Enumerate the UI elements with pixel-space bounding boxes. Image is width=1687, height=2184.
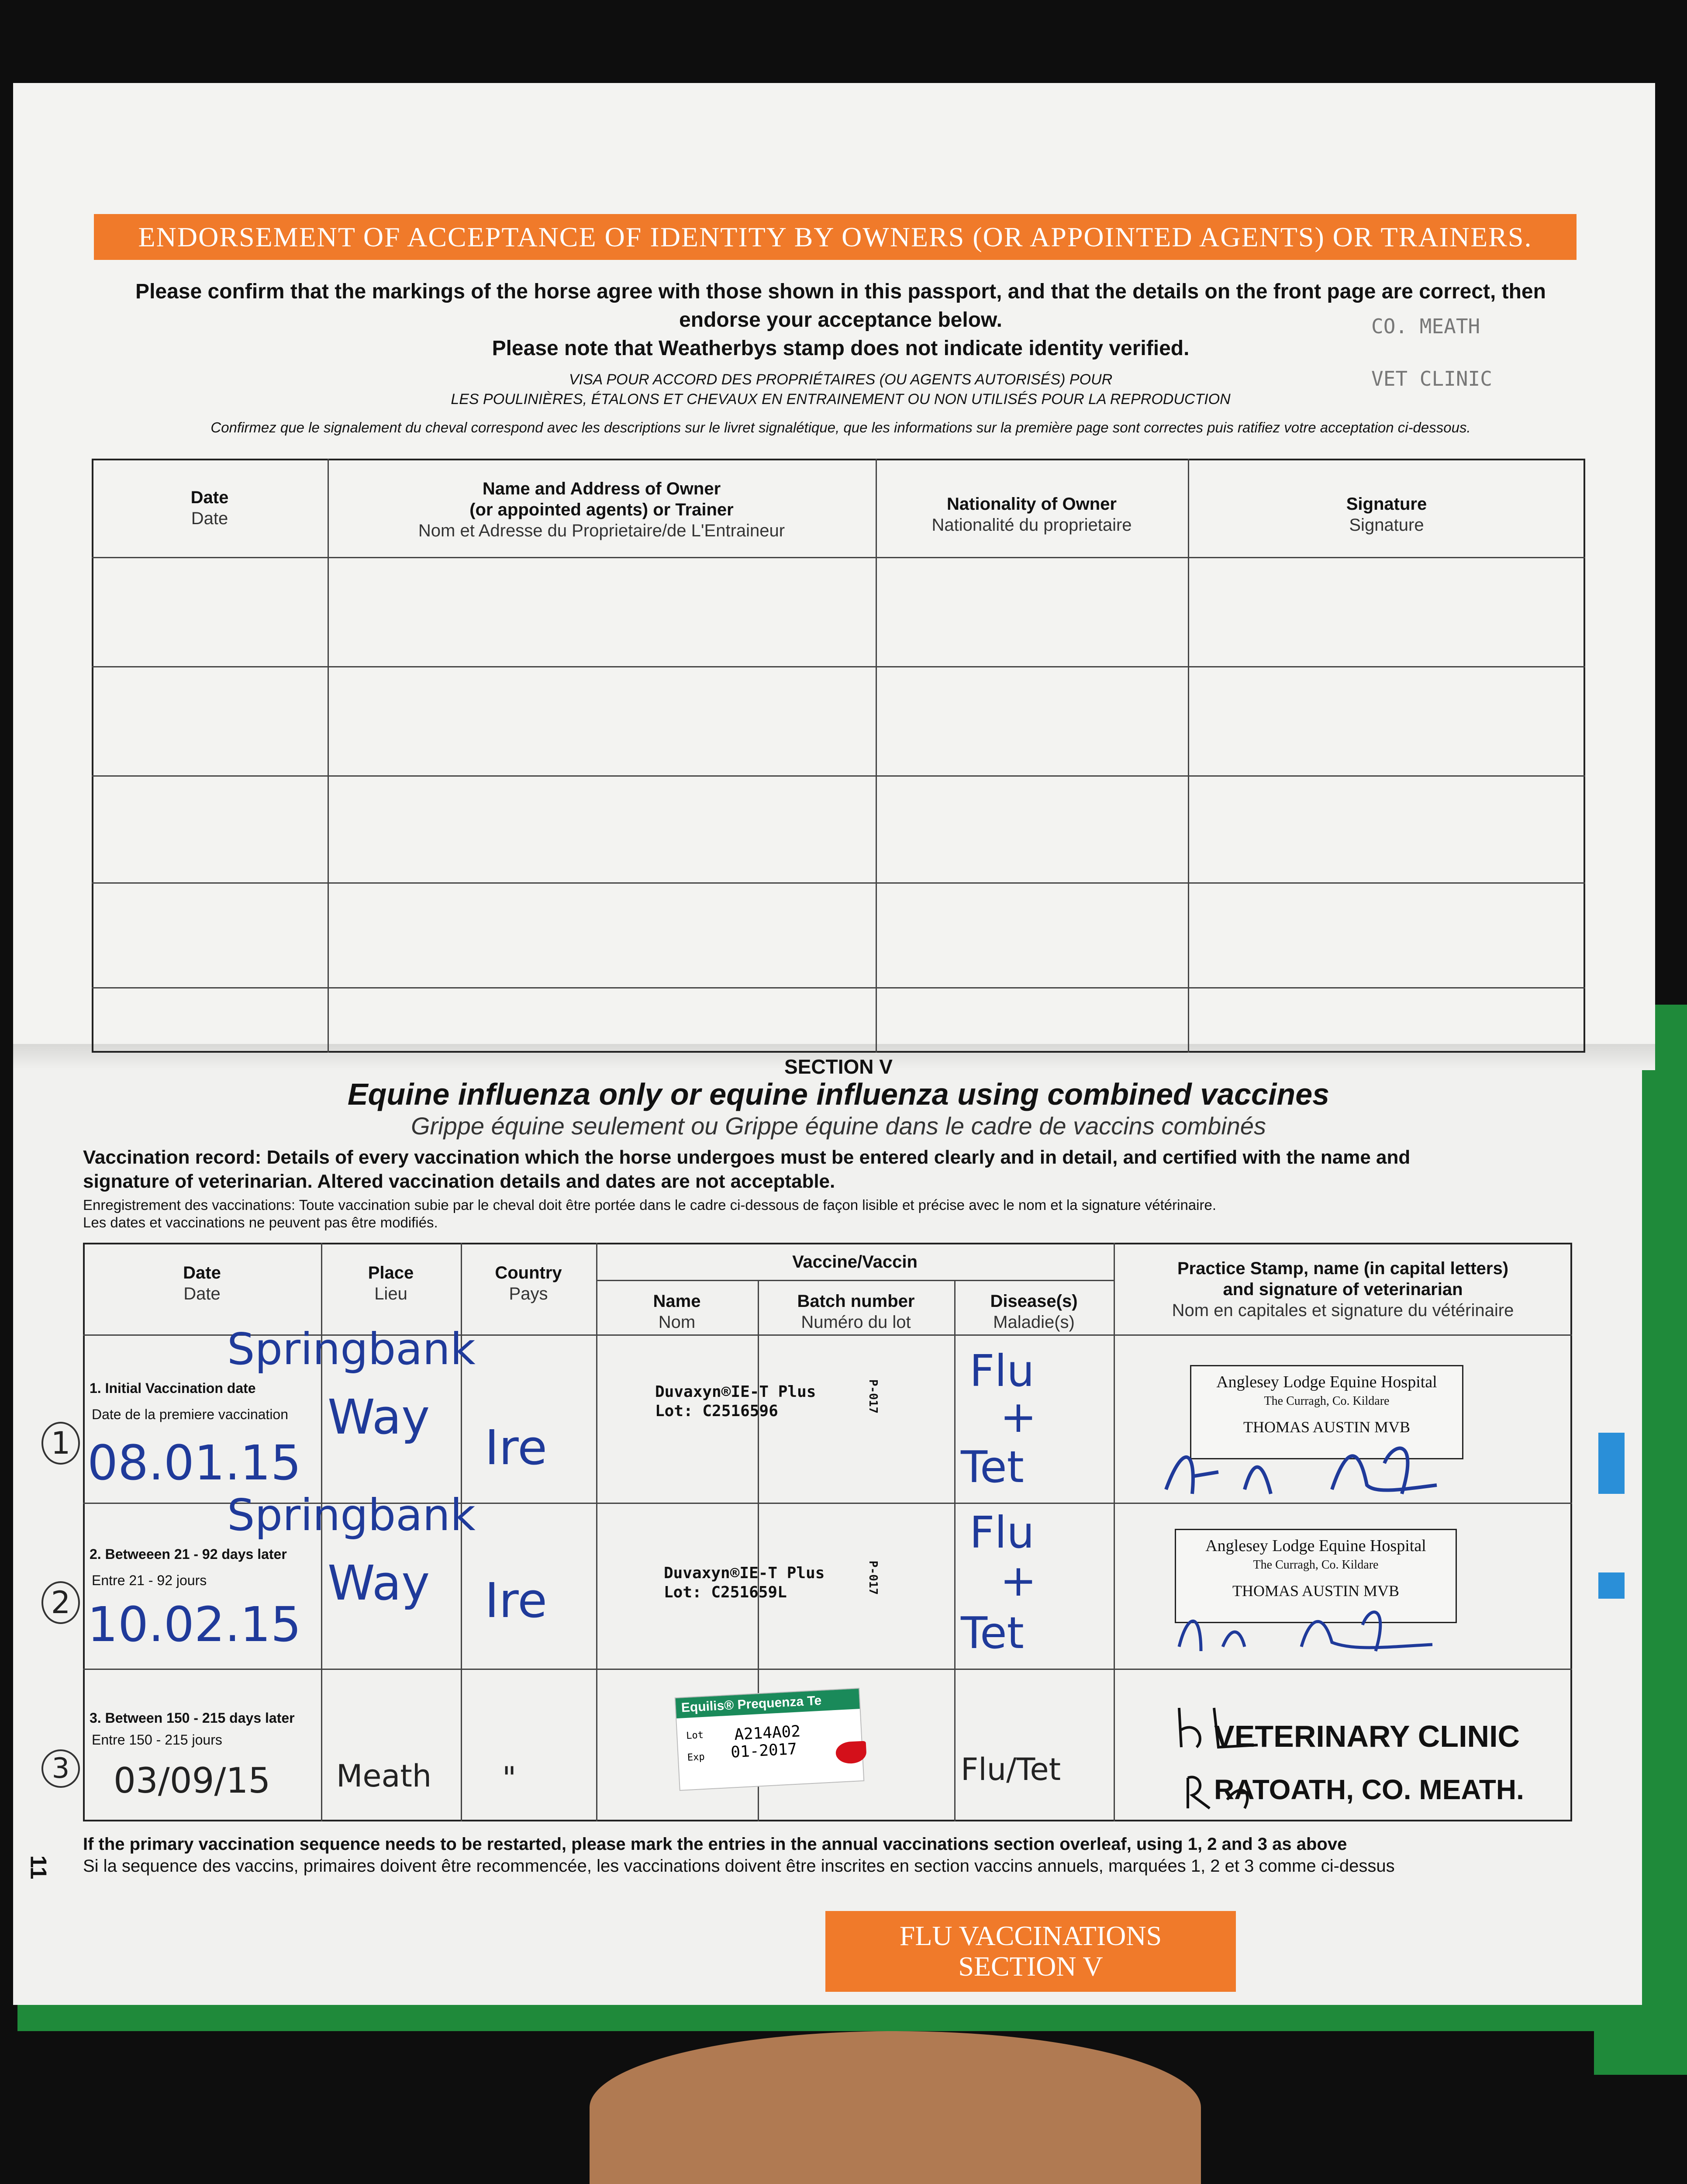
row3-disease: Flu/Tet [961, 1752, 1061, 1787]
row2-vaccine-lot: Lot: C251659L [664, 1583, 787, 1601]
header-en: Date [183, 1263, 221, 1282]
row2-vet-signature [1170, 1590, 1485, 1660]
vacc-header-batch [758, 1291, 954, 1333]
header-en: Disease(s) [990, 1292, 1078, 1311]
endorsement-header-signature [1188, 494, 1585, 536]
section-label: SECTION V [784, 1055, 893, 1078]
row1-label-fr: Date de la premiere vaccination [92, 1406, 289, 1422]
endorsement-instruction-2: endorse your acceptance below. [679, 308, 1002, 332]
header-en: Name [653, 1292, 701, 1311]
row2-place-line2: Way [328, 1555, 430, 1611]
sticker-exp: 01-2017 [730, 1740, 798, 1762]
row2-place-line1: Springbank [227, 1489, 476, 1541]
row1-disease-1: Flu [969, 1345, 1035, 1396]
header-en: Place [368, 1263, 414, 1282]
row3-vet-signature [1170, 1695, 1563, 1817]
footer-en: If the primary vaccination sequence needs to be restarted, please mark the entries in the annual vaccinations section overleaf, using 1, 2 and 3 as above [83, 1835, 1347, 1854]
row1-vaccine-name: Duvaxyn®IE-T Plus [655, 1383, 816, 1401]
endorsement-col-divider [876, 459, 877, 1053]
footer-fr: Si la sequence des vaccins, primaires doivent être recommencée, les vaccinations doivent être inscrites en section vaccins annuels, marquées 1, 2 et 3 comme ci-dessus [83, 1856, 1395, 1876]
vacc-col-divider [1114, 1243, 1115, 1821]
header-fr: Maladie(s) [993, 1313, 1075, 1332]
banner-line-1: FLU VACCINATIONS [899, 1920, 1162, 1951]
vacc-header-vaccine: Vaccine/Vaccin [792, 1252, 918, 1272]
row1-circled-number: 1 [41, 1422, 80, 1465]
header-en: Date [190, 488, 229, 507]
header-fr: Lieu [374, 1284, 407, 1303]
row3-stamp-line1: VETERINARY CLINIC [1214, 1719, 1520, 1753]
header-en: Country [495, 1263, 562, 1282]
header-fr: Nationalité du proprietaire [931, 515, 1132, 535]
record-fr-2: Les dates et vaccinations ne peuvent pas être modifiés. [83, 1214, 438, 1230]
row1-place-line2: Way [328, 1389, 430, 1445]
row1-place-line1: Springbank [227, 1324, 476, 1375]
header-fr: Nom en capitales et signature du vétérinaire [1172, 1301, 1514, 1320]
row3-label-fr: Entre 150 - 215 jours [92, 1732, 222, 1748]
endorsement-header-divider [92, 557, 1585, 558]
endorsement-instruction-1: Please confirm that the markings of the horse agree with those shown in this passport, and that the details on the front page are correct, then [135, 280, 1546, 303]
vacc-header-place [321, 1262, 461, 1304]
row2-label-en: 2. Betweeen 21 - 92 days later [90, 1546, 287, 1562]
faint-stamp-2: VET CLINIC [1371, 367, 1492, 390]
vacc-col-divider [954, 1280, 956, 1821]
row1-vaccine-code: P-017 [866, 1379, 880, 1414]
record-en-2: signature of veterinarian. Altered vaccination details and dates are not acceptable. [83, 1171, 835, 1192]
header-en: Name and Address of Owner [482, 479, 721, 498]
header-en-2: and signature of veterinarian [1223, 1280, 1463, 1299]
row2-date: 10.02.15 [87, 1597, 301, 1652]
row2-disease-1: Flu [969, 1507, 1035, 1558]
header-en: Batch number [797, 1292, 915, 1311]
row1-disease-2: + [1000, 1391, 1037, 1442]
endorsement-row-divider [92, 666, 1585, 667]
endorsement-header-date [92, 487, 328, 529]
vacc-header-date [83, 1262, 321, 1304]
header-en: Signature [1346, 494, 1427, 514]
row3-country-ditto: " [502, 1760, 517, 1796]
flu-vaccinations-banner [825, 1911, 1236, 1992]
record-en-1: Vaccination record: Details of every vaccination which the horse undergoes must be entered clearly and in detail, and certified with the name and [83, 1147, 1411, 1168]
vacc-header-country [461, 1262, 596, 1304]
header-en-2: (or appointed agents) or Trainer [469, 500, 734, 519]
sticker-lot-prefix: Lot [686, 1729, 704, 1742]
row3-place: Meath [336, 1758, 432, 1794]
header-fr: Date [191, 509, 228, 528]
section-title: Equine influenza only or equine influenza using combined vaccines [347, 1077, 1330, 1111]
row2-vaccine-code: P-017 [866, 1560, 880, 1595]
sticker-exp-prefix: Exp [687, 1751, 705, 1763]
sticker-brand: Equilis® Prequenza Te [676, 1689, 860, 1718]
row2-circled-number: 2 [41, 1581, 80, 1624]
vacc-header-disease [954, 1291, 1114, 1333]
endorsement-header-owner [328, 478, 876, 541]
header-fr: Nom et Adresse du Proprietaire/de L'Entraineur [418, 521, 785, 540]
row1-vaccine-lot: Lot: C2516596 [655, 1402, 778, 1420]
row2-label-fr: Entre 21 - 92 jours [92, 1572, 207, 1588]
fr-confirm-line: Confirmez que le signalement du cheval correspond avec les descriptions sur le livret signalétique, que les informations sur la première page sont correctes puis ratifiez votre acceptation ci-dessous. [210, 419, 1471, 435]
blue-tab [1598, 1433, 1625, 1494]
header-fr: Date [183, 1284, 221, 1303]
page-number: 11 [25, 1855, 51, 1880]
row1-country: Ire [485, 1420, 547, 1476]
row1-label-en: 1. Initial Vaccination date [90, 1380, 256, 1396]
row3-vaccine-sticker [675, 1688, 865, 1791]
header-en: Nationality of Owner [947, 494, 1117, 514]
sticker-lot: A214A02 [734, 1722, 801, 1744]
endorsement-row-divider [92, 775, 1585, 777]
vacc-subheader-divider [596, 1280, 1114, 1281]
row2-disease-3: Tet [961, 1607, 1024, 1659]
banner-line-2: SECTION V [958, 1951, 1103, 1982]
header-en: Practice Stamp, name (in capital letters) [1177, 1259, 1509, 1278]
row1-vet-signature [1157, 1424, 1550, 1511]
weatherbys-note: Please note that Weatherbys stamp does not indicate identity verified. [492, 337, 1190, 360]
endorsement-row-divider [92, 882, 1585, 884]
stamp-address: The Curragh, Co. Kildare [1264, 1394, 1390, 1408]
stamp-vet: THOMAS AUSTIN MVB [1232, 1582, 1400, 1600]
header-fr: Pays [509, 1284, 548, 1303]
row2-vaccine-name: Duvaxyn®IE-T Plus [664, 1564, 825, 1582]
row2-disease-2: + [1000, 1555, 1037, 1606]
endorsement-table [92, 459, 1585, 1053]
row3-stamp-line2: RATOATH, CO. MEATH. [1214, 1774, 1524, 1805]
sticker-red-tab [835, 1741, 867, 1764]
endorsement-banner: ENDORSEMENT OF ACCEPTANCE OF IDENTITY BY OWNERS (OR APPOINTED AGENTS) OR TRAINERS. [94, 214, 1577, 260]
row2-country: Ire [485, 1572, 547, 1628]
row1-disease-3: Tet [961, 1441, 1024, 1493]
endorsement-col-divider [1188, 459, 1189, 1053]
header-fr: Numéro du lot [801, 1313, 911, 1332]
row3-date: 03/09/15 [114, 1760, 271, 1801]
vacc-row-divider [83, 1669, 1572, 1670]
row1-vaccine-label [655, 1382, 816, 1421]
vacc-header-practice [1114, 1258, 1572, 1321]
blue-tab-lower [1598, 1572, 1625, 1599]
row3-label-en: 3. Between 150 - 215 days later [90, 1710, 295, 1726]
row3-circled-number: 3 [41, 1749, 80, 1788]
header-fr: Nom [658, 1313, 696, 1332]
row2-vaccine-label [664, 1564, 825, 1602]
faint-stamp-1: CO. MEATH [1371, 314, 1480, 338]
section-subtitle: Grippe équine seulement ou Grippe équine dans le cadre de vaccins combinés [411, 1112, 1266, 1140]
endorsement-header-nationality [876, 494, 1188, 536]
endorsement-row-divider [92, 987, 1585, 988]
fr-visa-line-2: LES POULINIÈRES, ÉTALONS ET CHEVAUX EN ENTRAINEMENT OU NON UTILISÉS POUR LA REPRODUCTION [451, 391, 1231, 408]
stamp-name: Anglesey Lodge Equine Hospital [1205, 1537, 1426, 1555]
endorsement-col-divider [328, 459, 329, 1053]
row1-date: 08.01.15 [87, 1435, 301, 1491]
stamp-address: The Curragh, Co. Kildare [1253, 1558, 1379, 1572]
header-fr: Signature [1349, 515, 1424, 535]
record-fr-1: Enregistrement des vaccinations: Toute vaccination subie par le cheval doit être portée dans le cadre ci-dessous de façon lisible et précise avec le nom et la signature vétérinaire. [83, 1197, 1216, 1213]
stamp-vet: THOMAS AUSTIN MVB [1243, 1418, 1411, 1436]
hand-holding-passport [590, 2031, 1201, 2184]
vacc-header-name [596, 1291, 758, 1333]
stamp-name: Anglesey Lodge Equine Hospital [1216, 1373, 1437, 1391]
fr-visa-line-1: VISA POUR ACCORD DES PROPRIÉTAIRES (OU AGENTS AUTORISÉS) POUR [569, 371, 1113, 388]
